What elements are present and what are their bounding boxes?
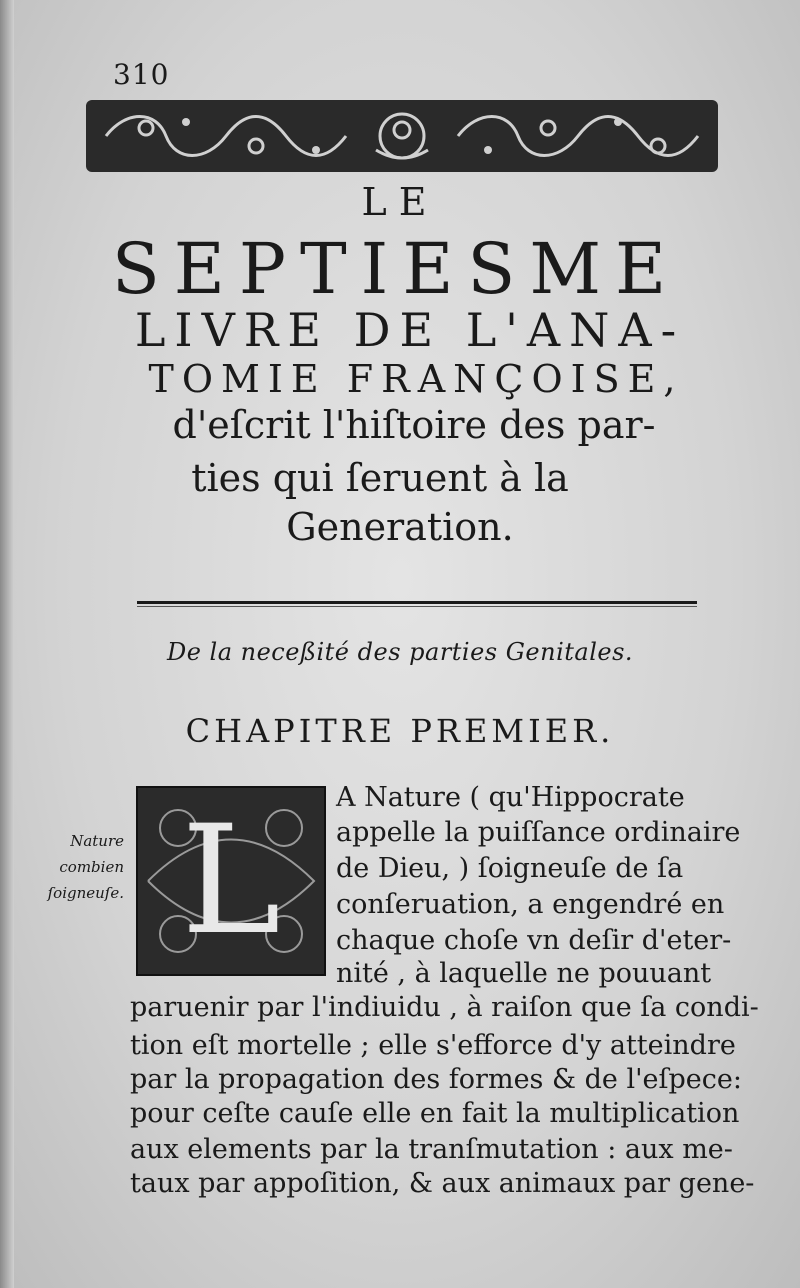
body-line: de Dieu, ) ſoigneuſe de ſa <box>336 853 684 884</box>
title-line-2: SEPTIESME <box>111 228 681 310</box>
body-line: nité , à laquelle ne pouuant <box>336 958 712 989</box>
margin-note-line: combien <box>59 858 124 876</box>
body-line: par la propagation des formes & de l'eſpece: <box>130 1064 742 1095</box>
body-line: appelle la puiſſance ordinaire <box>336 817 741 848</box>
title-line-7: Generation. <box>286 505 514 549</box>
title-line-3: LIVRE DE L'ANA- <box>134 303 686 357</box>
margin-note <box>12 828 124 906</box>
body-line: pour ceſte cauſe elle en fait la multiplication <box>130 1098 740 1129</box>
section-subtitle: De la neceßité des parties Genitales. <box>166 638 634 666</box>
body-line: chaque choſe vn deſir d'eter- <box>336 925 732 956</box>
title-line-1: LE <box>361 180 439 224</box>
drop-cap-initial <box>136 786 326 976</box>
title-line-6: ties qui ſeruent à la <box>191 456 569 500</box>
margin-note-line: Nature <box>70 832 124 850</box>
title-line-4: TOMIE FRANÇOISE, <box>148 357 684 401</box>
body-line: paruenir par l'indiuidu , à raiſon que ſa condi- <box>130 992 759 1023</box>
page-number: 310 <box>113 58 170 91</box>
horizontal-rule-thin <box>137 606 697 607</box>
body-line: aux elements par la tranſmutation : aux me- <box>130 1134 733 1165</box>
ornament-headpiece <box>86 100 718 172</box>
margin-note-line: ſoigneuſe. <box>47 884 124 902</box>
body-line: conſeruation, a engendré en <box>336 889 725 920</box>
body-line: tion eſt mortelle ; elle s'efforce d'y atteindre <box>130 1030 736 1061</box>
drop-cap-letter: L <box>181 794 281 968</box>
chapter-heading: CHAPITRE PREMIER. <box>185 712 615 750</box>
title-line-5: d'eſcrit l'hiſtoire des par- <box>172 403 656 447</box>
horizontal-rule <box>137 601 697 604</box>
body-line: A Nature ( qu'Hippocrate <box>336 782 685 813</box>
body-line: taux par appoſition, & aux animaux par gene- <box>130 1168 755 1199</box>
